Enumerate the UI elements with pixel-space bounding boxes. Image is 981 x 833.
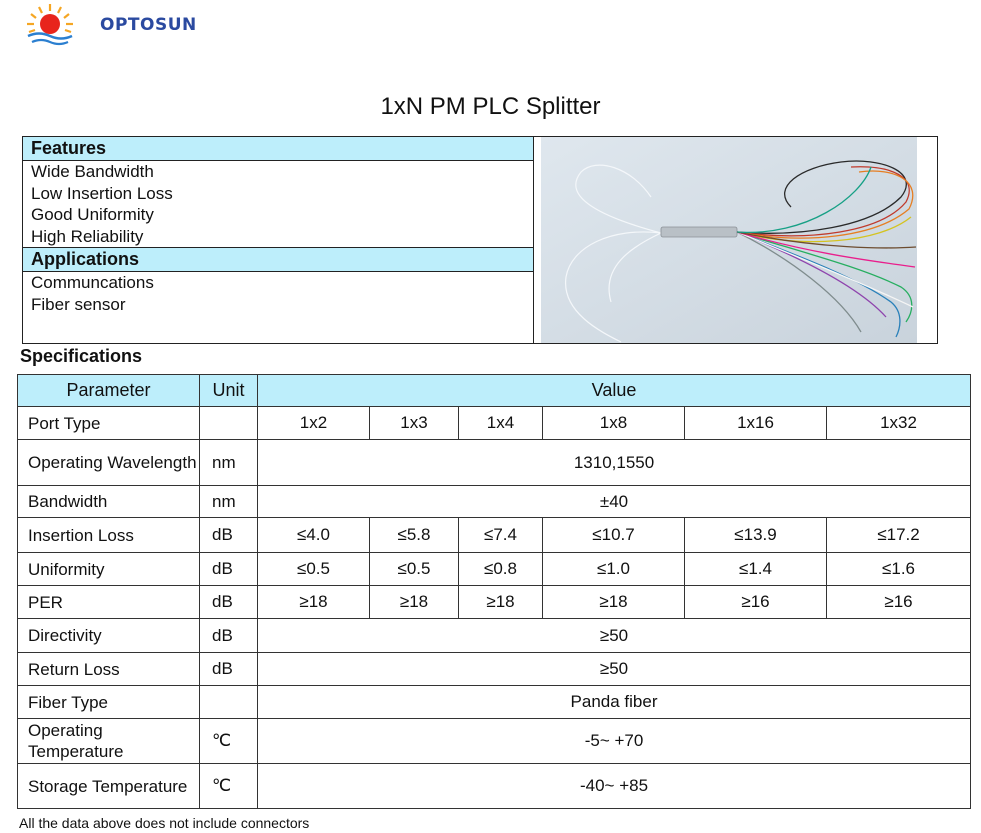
value-cell: 1x2 — [258, 407, 370, 440]
value-cell: ≤0.5 — [370, 553, 459, 586]
specifications-heading: Specifications — [20, 346, 143, 366]
table-row — [18, 686, 971, 719]
table-row — [18, 486, 971, 518]
param-cell: Return Loss — [18, 653, 200, 686]
features-heading: Features — [23, 137, 533, 161]
param-cell: Insertion Loss — [18, 518, 200, 553]
table-header-row — [18, 375, 971, 407]
param-cell: PER — [18, 586, 200, 619]
value-cell: ≤0.8 — [459, 553, 543, 586]
table-row — [18, 653, 971, 686]
value-cell: 1x32 — [827, 407, 971, 440]
value-cell: ≤1.0 — [543, 553, 685, 586]
unit-cell: nm — [200, 486, 258, 518]
unit-cell — [200, 407, 258, 440]
value-cell: ±40 — [258, 486, 971, 518]
value-cell: Panda fiber — [258, 686, 971, 719]
unit-cell: dB — [200, 553, 258, 586]
value-cell: ≥18 — [258, 586, 370, 619]
value-cell: ≥50 — [258, 653, 971, 686]
value-cell: 1x16 — [685, 407, 827, 440]
param-cell: Storage Temperature — [18, 764, 200, 809]
table-row — [18, 518, 971, 553]
value-cell: 1310,1550 — [258, 440, 971, 486]
table-row — [18, 719, 971, 764]
features-box — [22, 136, 938, 344]
application-item: Fiber sensor — [31, 294, 126, 314]
brand-name: OPTOSUN — [100, 15, 197, 35]
optosun-logo — [22, 2, 197, 46]
param-cell: Bandwidth — [18, 486, 200, 518]
product-photo — [541, 137, 917, 343]
value-cell: ≤17.2 — [827, 518, 971, 553]
features-column — [23, 137, 534, 343]
parameter-header: Parameter — [18, 375, 200, 407]
value-cell: ≥16 — [685, 586, 827, 619]
param-cell: Uniformity — [18, 553, 200, 586]
value-cell: ≤10.7 — [543, 518, 685, 553]
footnote: All the data above does not include connectors — [19, 815, 310, 831]
unit-cell: ℃ — [200, 764, 258, 809]
value-cell: ≥18 — [459, 586, 543, 619]
unit-cell: dB — [200, 518, 258, 553]
feature-item: Wide Bandwidth — [31, 162, 154, 181]
value-header: Value — [258, 375, 971, 407]
value-cell: ≤5.8 — [370, 518, 459, 553]
param-cell: Operating Temperature — [18, 719, 200, 764]
table-row — [18, 764, 971, 809]
param-cell: Directivity — [18, 619, 200, 653]
specifications-table — [17, 374, 971, 809]
value-cell: ≥16 — [827, 586, 971, 619]
value-cell: ≤7.4 — [459, 518, 543, 553]
value-cell: -5~ +70 — [258, 719, 971, 764]
applications-heading: Applications — [23, 247, 533, 272]
unit-cell: ℃ — [200, 719, 258, 764]
value-cell: ≤0.5 — [258, 553, 370, 586]
feature-item: High Reliability — [31, 226, 144, 246]
unit-cell: dB — [200, 653, 258, 686]
unit-cell: dB — [200, 586, 258, 619]
unit-cell: nm — [200, 440, 258, 486]
param-cell: Port Type — [18, 407, 200, 440]
value-cell: ≤1.4 — [685, 553, 827, 586]
feature-item: Good Uniformity — [31, 205, 154, 224]
table-row — [18, 586, 971, 619]
application-item: Communcations — [31, 273, 154, 292]
unit-cell — [200, 686, 258, 719]
value-cell: -40~ +85 — [258, 764, 971, 809]
value-cell: ≤4.0 — [258, 518, 370, 553]
unit-header: Unit — [200, 375, 258, 407]
value-cell: ≥50 — [258, 619, 971, 653]
table-row — [18, 619, 971, 653]
table-row — [18, 440, 971, 486]
value-cell: ≥18 — [370, 586, 459, 619]
table-row — [18, 553, 971, 586]
page-title: 1xN PM PLC Splitter — [380, 93, 601, 120]
value-cell: ≤13.9 — [685, 518, 827, 553]
value-cell: ≤1.6 — [827, 553, 971, 586]
value-cell: ≥18 — [543, 586, 685, 619]
param-cell: Fiber Type — [18, 686, 200, 719]
sun-logo-icon — [22, 2, 82, 46]
value-cell: 1x8 — [543, 407, 685, 440]
table-row — [18, 407, 971, 440]
unit-cell: dB — [200, 619, 258, 653]
value-cell: 1x3 — [370, 407, 459, 440]
feature-item: Low Insertion Loss — [31, 183, 173, 203]
value-cell: 1x4 — [459, 407, 543, 440]
param-cell: Operating Wavelength — [18, 440, 200, 486]
